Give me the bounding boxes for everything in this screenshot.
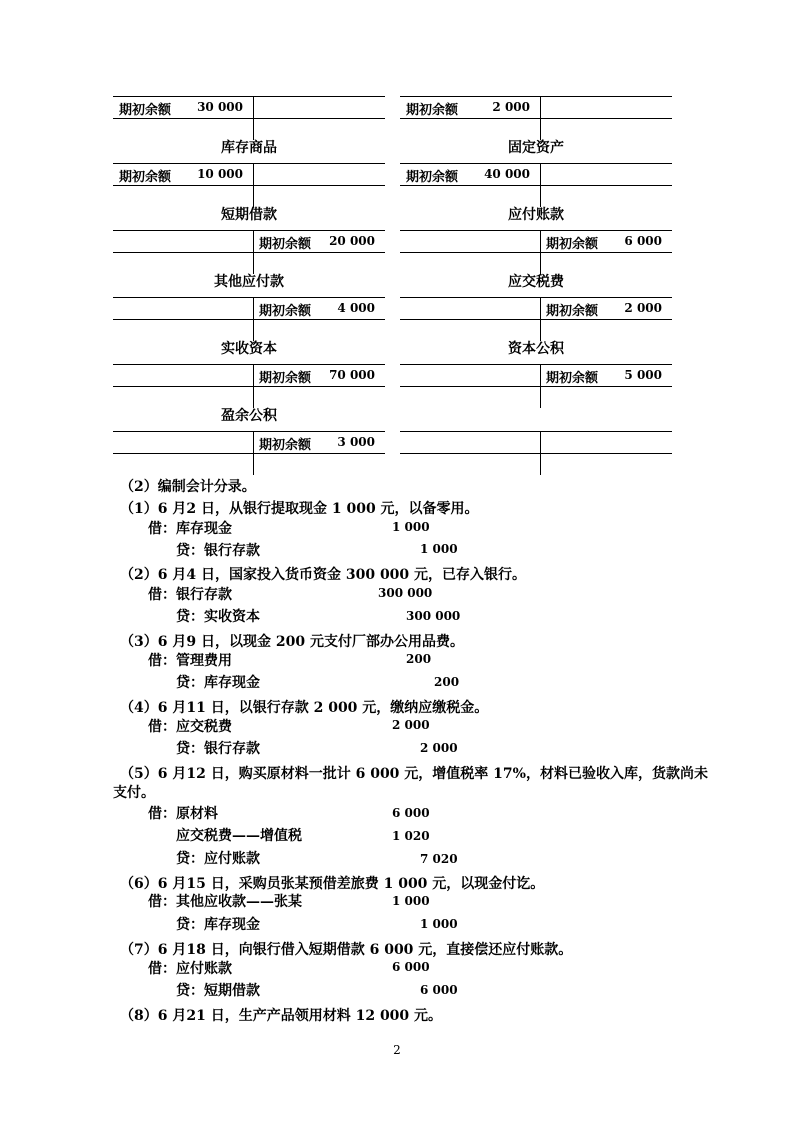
account-mid-line	[113, 252, 385, 253]
section-heading: （2）编制会计分录。	[120, 479, 256, 495]
account-mid-line	[113, 453, 385, 454]
entry-description: （3）6 月9 日，以现金 200 元支付厂部办公用品费。	[120, 634, 464, 650]
account-divider	[540, 431, 541, 475]
entry-amount: 300 000	[406, 609, 461, 623]
account-mid-line	[400, 453, 672, 454]
entry-line: 借：原材料	[148, 806, 218, 822]
account-title: 实收资本	[221, 341, 277, 357]
account-title: 应付账款	[508, 207, 564, 223]
account-mid-line	[400, 319, 672, 320]
opening-balance-amount: 70 000	[329, 368, 375, 382]
entry-amount: 6 000	[392, 806, 430, 820]
entry-amount: 7 020	[420, 852, 458, 866]
account-title: 固定资产	[508, 140, 564, 156]
opening-balance-label: 期初余额	[546, 371, 599, 386]
account-top-line	[113, 297, 385, 298]
t-account	[400, 341, 672, 408]
opening-balance-label: 期初余额	[259, 237, 312, 252]
t-account	[400, 274, 672, 341]
account-title: 应交税费	[508, 274, 564, 290]
opening-balance-amount: 4 000	[337, 301, 375, 315]
opening-balance-label: 期初余额	[406, 103, 459, 118]
account-top-line	[113, 230, 385, 231]
entry-amount: 300 000	[378, 586, 433, 600]
entry-line: 贷：短期借款	[176, 983, 260, 999]
account-mid-line	[113, 185, 385, 186]
account-top-line	[400, 96, 672, 97]
account-divider	[253, 364, 254, 408]
entry-amount: 1 020	[392, 829, 430, 843]
entry-line: 贷：库存现金	[176, 675, 260, 691]
entry-description: （8）6 月21 日，生产产品领用材料 12 000 元。	[120, 1008, 443, 1024]
opening-balance-label: 期初余额	[546, 237, 599, 252]
opening-balance-amount: 30 000	[197, 100, 243, 114]
entry-description: （7）6 月18 日，向银行借入短期借款 6 000 元，直接偿还应付账款。	[120, 942, 573, 958]
account-mid-line	[113, 319, 385, 320]
opening-balance-label: 期初余额	[119, 103, 172, 118]
entry-line: 借：库存现金	[148, 521, 232, 537]
entry-line: 借：其他应收款——张某	[148, 894, 302, 910]
opening-balance-label: 期初余额	[406, 170, 459, 185]
entry-line: 借：应交税费	[148, 719, 232, 735]
account-divider	[253, 163, 254, 207]
opening-balance-label: 期初余额	[259, 304, 312, 319]
t-account	[400, 431, 672, 475]
entry-line: 借：应付账款	[148, 961, 232, 977]
opening-balance-amount: 20 000	[329, 234, 375, 248]
account-top-line	[400, 163, 672, 164]
entry-line: 贷：银行存款	[176, 741, 260, 757]
opening-balance-label: 期初余额	[259, 438, 312, 453]
account-top-line	[400, 431, 672, 432]
account-divider	[540, 163, 541, 207]
entry-line: 借：管理费用	[148, 653, 232, 669]
account-top-line	[113, 431, 385, 432]
entry-amount: 6 000	[392, 960, 430, 974]
t-account	[400, 207, 672, 274]
account-top-line	[400, 230, 672, 231]
entry-amount: 1 000	[392, 894, 430, 908]
account-divider	[540, 297, 541, 341]
account-divider	[540, 364, 541, 408]
account-top-line	[113, 163, 385, 164]
opening-balance-amount: 6 000	[624, 234, 662, 248]
account-top-line	[113, 364, 385, 365]
account-title: 盈余公积	[221, 408, 277, 424]
t-account	[113, 341, 385, 408]
entry-description: （4）6 月11 日，以银行存款 2 000 元，缴纳应缴税金。	[120, 700, 489, 716]
account-top-line	[400, 364, 672, 365]
account-mid-line	[113, 118, 385, 119]
entry-description: （1）6 月2 日，从银行提取现金 1 000 元，以备零用。	[120, 501, 479, 517]
entry-line: 贷：实收资本	[176, 609, 260, 625]
account-mid-line	[113, 386, 385, 387]
entry-amount: 1 000	[392, 520, 430, 534]
entry-amount: 2 000	[420, 741, 458, 755]
account-divider	[253, 96, 254, 140]
account-title: 资本公积	[508, 341, 564, 357]
entry-description: （5）6 月12 日，购买原材料一批计 6 000 元，增值税率 17%，材料已验收入库，货款尚未	[120, 766, 708, 782]
entry-line: 贷：银行存款	[176, 543, 260, 559]
opening-balance-label: 期初余额	[546, 304, 599, 319]
opening-balance-amount: 10 000	[197, 167, 243, 181]
account-mid-line	[400, 185, 672, 186]
account-divider	[540, 230, 541, 274]
opening-balance-amount: 2 000	[492, 100, 530, 114]
account-mid-line	[400, 252, 672, 253]
account-mid-line	[400, 386, 672, 387]
t-account	[113, 408, 385, 475]
t-account	[113, 96, 385, 140]
entry-amount: 1 000	[420, 917, 458, 931]
entry-amount: 6 000	[420, 983, 458, 997]
entry-line: 借：银行存款	[148, 587, 232, 603]
entry-amount: 1 000	[420, 542, 458, 556]
page-number: 2	[393, 1043, 401, 1057]
t-account	[113, 207, 385, 274]
account-top-line	[400, 297, 672, 298]
entry-line: 贷：应付账款	[176, 851, 260, 867]
entry-line: 贷：库存现金	[176, 917, 260, 933]
entry-description: （2）6 月4 日，国家投入货币资金 300 000 元，已存入银行。	[120, 567, 527, 583]
opening-balance-amount: 5 000	[624, 368, 662, 382]
opening-balance-label: 期初余额	[259, 371, 312, 386]
account-divider	[540, 96, 541, 140]
entry-amount: 200	[406, 652, 432, 666]
entry-amount: 2 000	[392, 718, 430, 732]
account-mid-line	[400, 118, 672, 119]
account-divider	[253, 230, 254, 274]
account-title: 短期借款	[221, 207, 277, 223]
account-divider	[253, 431, 254, 475]
opening-balance-amount: 3 000	[337, 435, 375, 449]
entry-description: （6）6 月15 日，采购员张某预借差旅费 1 000 元，以现金付讫。	[120, 876, 545, 892]
t-account	[113, 140, 385, 207]
account-title: 库存商品	[221, 140, 277, 156]
entry-description-cont: 支付。	[113, 785, 155, 801]
entry-line: 应交税费——增值税	[176, 828, 302, 844]
entry-amount: 200	[434, 675, 460, 689]
t-account	[113, 274, 385, 341]
account-title: 其他应付款	[214, 274, 284, 290]
account-top-line	[113, 96, 385, 97]
account-divider	[253, 297, 254, 341]
opening-balance-amount: 2 000	[624, 301, 662, 315]
opening-balance-amount: 40 000	[484, 167, 530, 181]
opening-balance-label: 期初余额	[119, 170, 172, 185]
t-account	[400, 96, 672, 140]
t-account	[400, 140, 672, 207]
